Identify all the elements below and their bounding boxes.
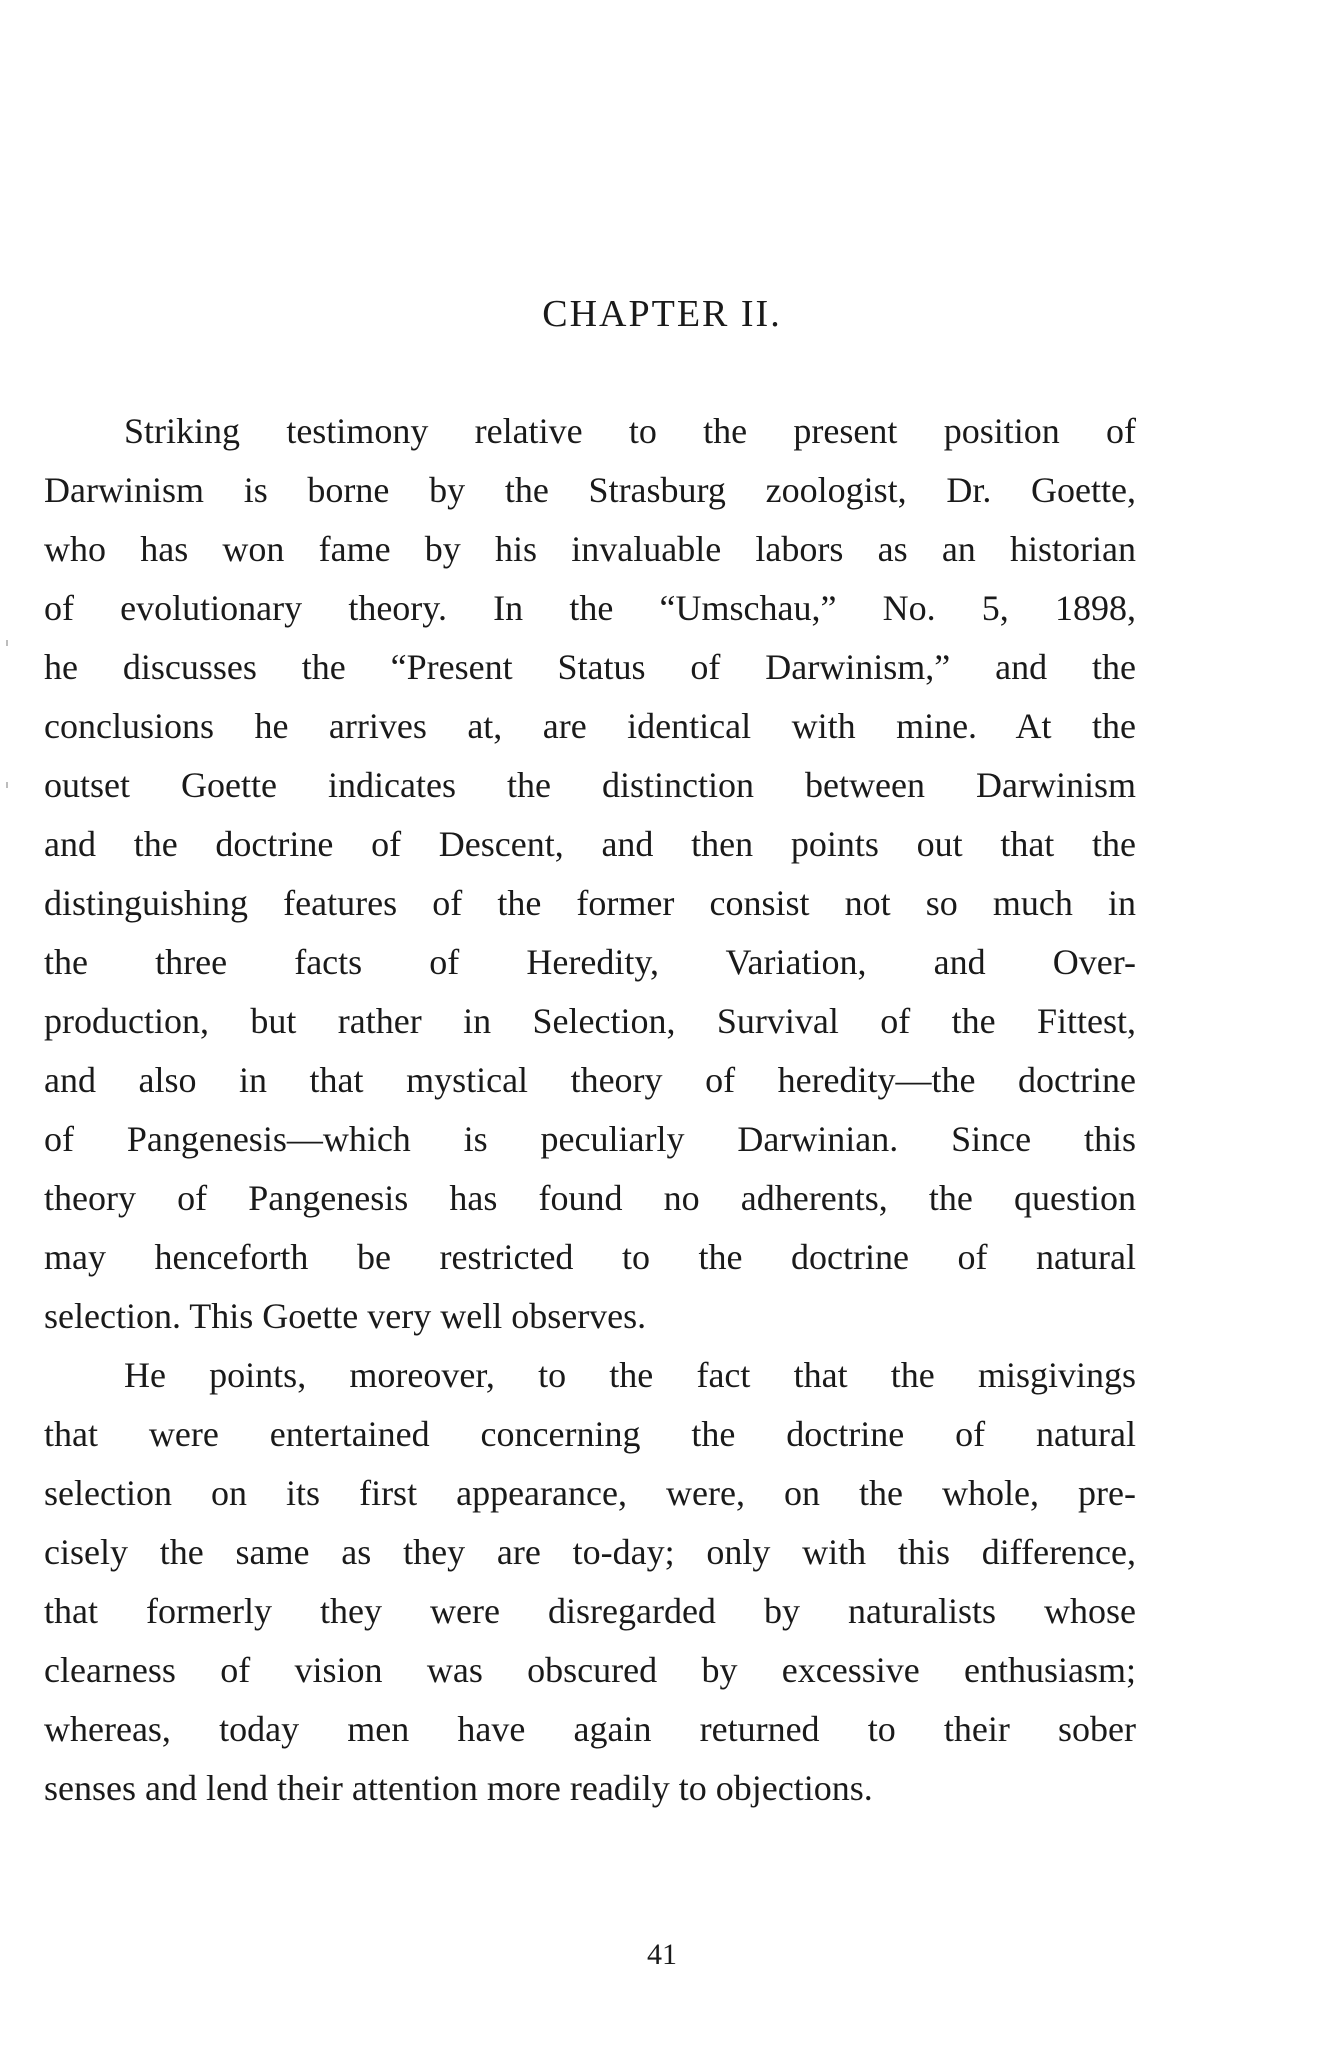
- text-line: clearness of vision was obscured by excessive enthusiasm;: [44, 1650, 1136, 1690]
- text-line: of evolutionary theory. In the “Umschau,” No. 5, 1898,: [44, 588, 1136, 628]
- text-line: he discusses the “Present Status of Darwinism,” and the: [44, 647, 1136, 687]
- margin-scan-mark: [6, 782, 8, 788]
- text-line: Darwinism is borne by the Strasburg zoologist, Dr. Goette,: [44, 470, 1136, 510]
- paragraph-2: [44, 1346, 1136, 1818]
- text-line: Striking testimony relative to the present position of: [124, 411, 1136, 451]
- text-line: production, but rather in Selection, Survival of the Fittest,: [44, 1001, 1136, 1041]
- text-line: that were entertained concerning the doctrine of natural: [44, 1414, 1136, 1454]
- text-line: who has won fame by his invaluable labors as an historian: [44, 529, 1136, 569]
- paragraph-1: [44, 402, 1136, 1346]
- margin-scan-mark: [6, 640, 8, 646]
- text-line: and the doctrine of Descent, and then points out that the: [44, 824, 1136, 864]
- text-line: may henceforth be restricted to the doctrine of natural: [44, 1237, 1136, 1277]
- text-line: theory of Pangenesis has found no adherents, the question: [44, 1178, 1136, 1218]
- text-line: senses and lend their attention more readily to objections.: [44, 1768, 873, 1808]
- text-line: selection on its first appearance, were, on the whole, pre-: [44, 1473, 1136, 1513]
- text-line: the three facts of Heredity, Variation, and Over-: [44, 942, 1136, 982]
- text-line: selection. This Goette very well observes.: [44, 1296, 647, 1336]
- body-text: [44, 402, 1136, 1818]
- text-line: outset Goette indicates the distinction between Darwinism: [44, 765, 1136, 805]
- chapter-title: CHAPTER II.: [542, 293, 782, 335]
- text-line: and also in that mystical theory of heredity—the doctrine: [44, 1060, 1136, 1100]
- text-line: whereas, today men have again returned to their sober: [44, 1709, 1136, 1749]
- text-line: of Pangenesis—which is peculiarly Darwinian. Since this: [44, 1119, 1136, 1159]
- text-line: that formerly they were disregarded by naturalists whose: [44, 1591, 1136, 1631]
- text-line: cisely the same as they are to-day; only with this difference,: [44, 1532, 1136, 1572]
- text-line: He points, moreover, to the fact that the misgivings: [124, 1355, 1136, 1395]
- text-line: distinguishing features of the former consist not so much in: [44, 883, 1136, 923]
- text-line: conclusions he arrives at, are identical with mine. At the: [44, 706, 1136, 746]
- page-number: 41: [647, 1938, 677, 1971]
